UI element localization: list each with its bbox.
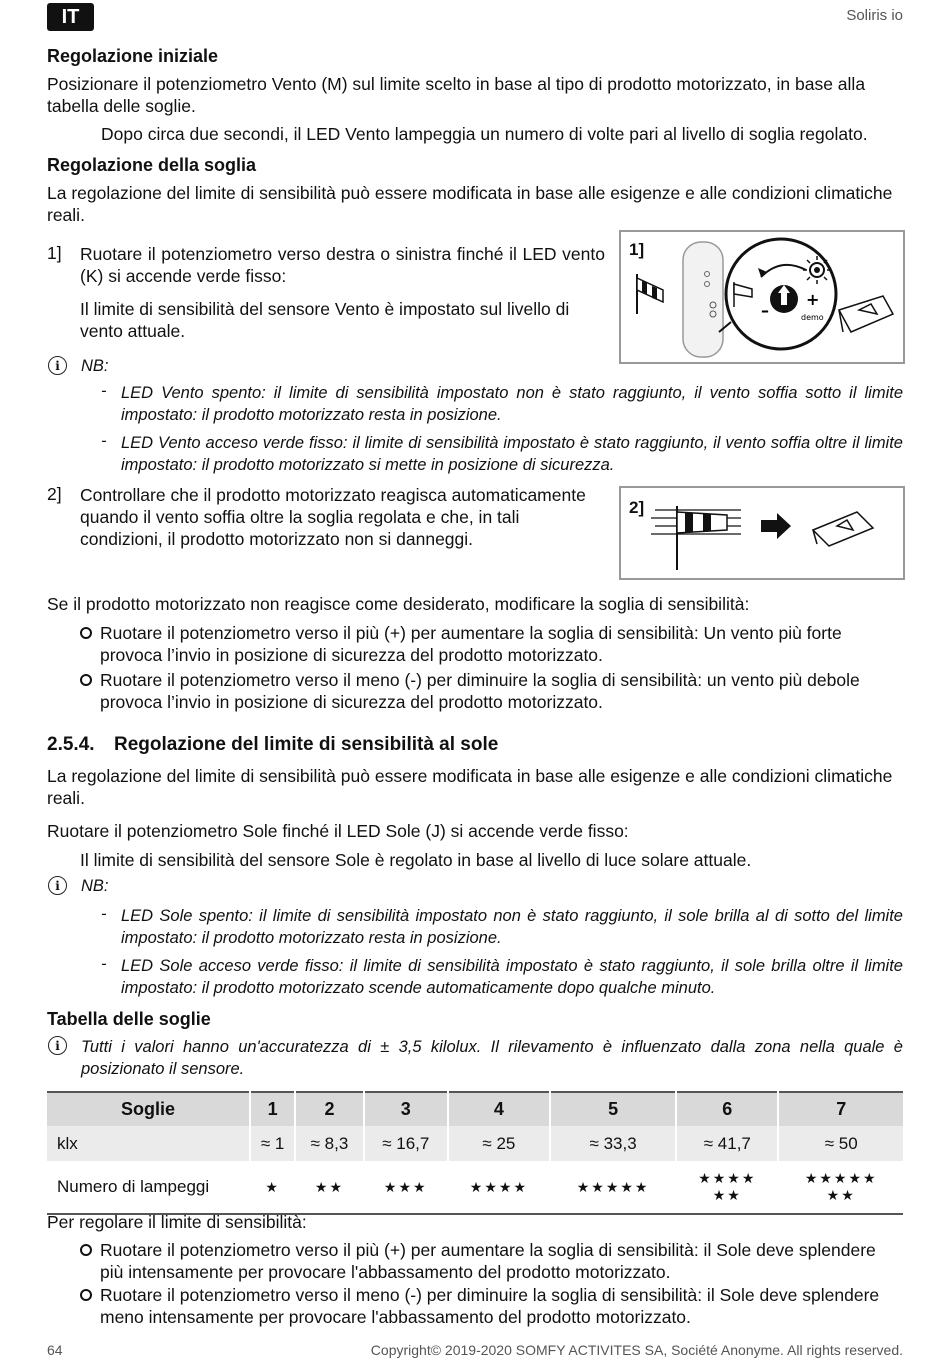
step-1-text: Ruotare il potenziometro verso destra o sinistra finché il LED vento (K) si accende verde fisso: bbox=[80, 244, 605, 286]
initial-setting-result: Dopo circa due secondi, il LED Vento lampeggia un numero di volte pari al livello di soglia regolato. bbox=[101, 124, 868, 144]
flash-stars: ★★★ bbox=[364, 1161, 448, 1214]
info-icon: i bbox=[48, 1036, 67, 1055]
step-2-figure bbox=[619, 486, 905, 580]
threshold-heading: Regolazione della soglia bbox=[47, 155, 257, 175]
flash-stars: ★★ bbox=[295, 1161, 364, 1214]
page-number: 64 bbox=[47, 1342, 63, 1358]
sun-instruction: Ruotare il potenziometro Sole finché il LED Sole (J) si accende verde fisso: bbox=[47, 821, 629, 841]
column-header: 2 bbox=[295, 1092, 364, 1126]
nb-item: - LED Sole spento: il limite di sensibilità impostato non è stato raggiunto, il sole brilla al di sotto del limite impostato: il prodotto motorizzato resta in posizione. bbox=[101, 905, 903, 947]
column-header: 5 bbox=[550, 1092, 676, 1126]
step-2-number: 2] bbox=[47, 484, 62, 504]
flash-stars: ★★★★★ ★★ bbox=[778, 1161, 903, 1214]
figure-2-label: 2] bbox=[629, 498, 645, 517]
table-cell: klx bbox=[47, 1126, 250, 1161]
svg-text:–: – bbox=[761, 301, 769, 320]
sun-intro: La regolazione del limite di sensibilità può essere modificata in base alle esigenze e alle condizioni climatiche reali. bbox=[47, 766, 893, 808]
list-item: Ruotare il potenziometro verso il meno (-) per diminuire la soglia di sensibilità: il Sole deve splendere meno intensamente per provocare l'abbassamento del prodotto motorizzato. bbox=[80, 1284, 903, 1328]
nb-item: - LED Sole acceso verde fisso: il limite di sensibilità impostato è stato raggiunto, il sole brilla oltre il limite impostato: il prodotto motorizzato scende automaticamente dopo qualche minuto. bbox=[101, 955, 903, 997]
step-2-text: Controllare che il prodotto motorizzato reagisca automaticamente quando il vento soffia oltre la soglia regolata e che, in tali condizioni, il prodotto motorizzato non si danneggi. bbox=[80, 485, 586, 549]
table-heading: Tabella delle soglie bbox=[47, 1009, 211, 1029]
table-cell: ≈ 1 bbox=[250, 1126, 295, 1161]
table-cell: ≈ 16,7 bbox=[364, 1126, 448, 1161]
product-name: Soliris io bbox=[846, 7, 903, 24]
flash-stars: ★ bbox=[250, 1161, 295, 1214]
wind-adjust-intro: Se il prodotto motorizzato non reagisce come desiderato, modificare la soglia di sensibilità: bbox=[47, 594, 750, 614]
table-cell: ≈ 25 bbox=[448, 1126, 550, 1161]
nb-label: NB: bbox=[81, 357, 109, 375]
table-header-row bbox=[47, 1092, 903, 1126]
step-1-result: Il limite di sensibilità del sensore Vento è impostato sul livello di vento attuale. bbox=[80, 299, 570, 341]
list-item: Ruotare il potenziometro verso il più (+) per aumentare la soglia di sensibilità: Un vento più forte provoca l’invio in posizione di sicurezza del prodotto motorizzato. bbox=[80, 622, 903, 666]
column-header: 1 bbox=[250, 1092, 295, 1126]
sun-result: Il limite di sensibilità del sensore Sole è regolato in base al livello di luce solare attuale. bbox=[80, 850, 752, 870]
wind-reaction-illustration bbox=[621, 488, 903, 578]
threshold-table bbox=[47, 1091, 903, 1215]
table-note: Tutti i valori hanno un'accuratezza di ± 3,5 kilolux. Il rilevamento è influenzato dalla zona nella quale è posizionato il sensore. bbox=[81, 1038, 903, 1078]
table-row bbox=[47, 1126, 903, 1161]
info-icon: i bbox=[48, 356, 67, 375]
column-header: 7 bbox=[778, 1092, 903, 1126]
initial-setting-heading: Regolazione iniziale bbox=[47, 46, 219, 66]
figure-1-label: 1] bbox=[629, 240, 645, 259]
potentiometer-illustration bbox=[621, 232, 903, 362]
flash-stars: ★★★★★ bbox=[550, 1161, 676, 1214]
table-cell: ≈ 8,3 bbox=[295, 1126, 364, 1161]
step-1-figure bbox=[619, 230, 905, 364]
svg-text:+: + bbox=[806, 290, 820, 309]
column-header: 3 bbox=[364, 1092, 448, 1126]
list-item: Ruotare il potenziometro verso il più (+) per aumentare la soglia di sensibilità: il Sole deve splendere più intensamente per provocare l'abbassamento del prodotto motorizzato. bbox=[80, 1239, 903, 1283]
column-header: 6 bbox=[676, 1092, 778, 1126]
flash-stars: ★★★★ ★★ bbox=[676, 1161, 778, 1214]
threshold-text: La regolazione del limite di sensibilità può essere modificata in base alle esigenze e alle condizioni climatiche reali. bbox=[47, 183, 893, 225]
info-icon: i bbox=[48, 876, 67, 895]
table-cell: ≈ 33,3 bbox=[550, 1126, 676, 1161]
sun-adjust-intro: Per regolare il limite di sensibilità: bbox=[47, 1212, 307, 1232]
table-row bbox=[47, 1161, 903, 1214]
initial-setting-text: Posizionare il potenziometro Vento (M) sul limite scelto in base al tipo di prodotto motorizzato, in base alla tabella delle soglie. bbox=[47, 74, 866, 116]
nb-label: NB: bbox=[81, 877, 109, 895]
section-number: 2.5.4. bbox=[47, 734, 95, 755]
flash-stars: ★★★★ bbox=[448, 1161, 550, 1214]
table-cell: ≈ 50 bbox=[778, 1126, 903, 1161]
language-badge: IT bbox=[47, 3, 94, 31]
nb-item: - LED Vento spento: il limite di sensibilità impostato non è stato raggiunto, il vento soffia sotto il limite impostato: il prodotto motorizzato resta in posizione. bbox=[101, 382, 903, 424]
column-header: 4 bbox=[448, 1092, 550, 1126]
table-cell: Numero di lampeggi bbox=[47, 1161, 250, 1214]
section-title: Regolazione del limite di sensibilità al sole bbox=[114, 734, 499, 755]
copyright: Copyright© 2019-2020 SOMFY ACTIVITES SA, Société Anonyme. All rights reserved. bbox=[370, 1342, 903, 1358]
svg-text:demo: demo bbox=[801, 313, 824, 322]
nb-item: - LED Vento acceso verde fisso: il limite di sensibilità impostato è stato raggiunto, il vento soffia oltre il limite impostato: il prodotto motorizzato si mette in posizione di sicurezza. bbox=[101, 432, 903, 474]
column-header: Soglie bbox=[47, 1092, 250, 1126]
table-cell: ≈ 41,7 bbox=[676, 1126, 778, 1161]
list-item: Ruotare il potenziometro verso il meno (-) per diminuire la soglia di sensibilità: un vento più debole provoca l’invio in posizione di sicurezza del prodotto motorizzato. bbox=[80, 669, 903, 713]
step-1-number: 1] bbox=[47, 243, 62, 263]
